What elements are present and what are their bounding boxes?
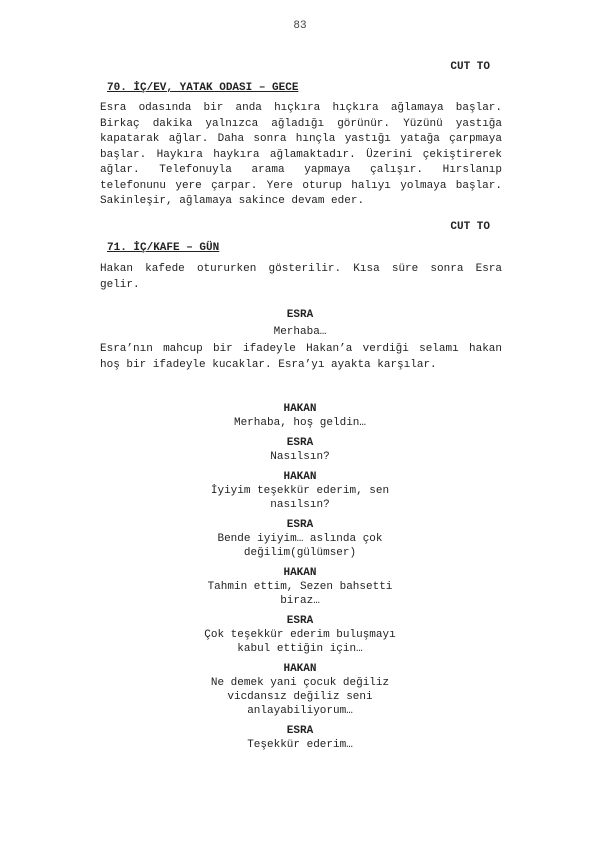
dialogue-section bbox=[190, 402, 410, 752]
action-text: Esra odasında bir anda hıçkıra hıçkıra ağlamaya başlar. Birkaç dakika yalnızca ağladığı görünür. Yüzünü yastığa kapatarak ağlar. Daha sonra hınçla yastığı yatağa çarpmaya başlar. Haykıra haykıra ağlamaktadır. Üzerini çekiştirerek ağlar. Telefonuyla arama yapmaya çalışır. Hırslanıp telefonunu yere çarpar. Yere oturup halıyı yolmaya başlar. Sakinleşir, ağlamaya sakince devam eder. bbox=[100, 102, 502, 207]
dialogue-line: değilim(gülümser) bbox=[243, 547, 357, 559]
character-name: ESRA bbox=[286, 615, 314, 627]
transition-cut-to: CUT TO bbox=[450, 61, 490, 73]
dialogue-block bbox=[190, 662, 410, 718]
scene-heading: 70. İÇ/EV, YATAK ODASI – GECE bbox=[107, 82, 299, 94]
dialogue-line: Ne demek yani çocuk değiliz bbox=[210, 677, 390, 689]
character-name: ESRA bbox=[286, 519, 314, 531]
dialogue-block bbox=[190, 402, 410, 430]
action-text: Esra’nın mahcup bir ifadeyle Hakan’a verdiği selamı hakan hoş bir ifadeyle kucaklar. Esra’yı ayakta karşılar. bbox=[100, 343, 502, 371]
character-name: ESRA bbox=[286, 309, 314, 321]
dialogue-line: Bende iyiyim… aslında çok bbox=[217, 533, 383, 545]
dialogue-block bbox=[190, 518, 410, 560]
dialogue-line: nasılsın? bbox=[270, 499, 330, 511]
page-number: 83 bbox=[293, 20, 307, 32]
character-name: HAKAN bbox=[283, 403, 317, 415]
dialogue-line: Merhaba… bbox=[273, 326, 327, 338]
action-text: Hakan kafede otururken gösterilir. Kısa süre sonra Esra gelir. bbox=[100, 263, 502, 291]
dialogue-block bbox=[190, 308, 410, 339]
scene-heading: 71. İÇ/KAFE – GÜN bbox=[107, 242, 220, 254]
dialogue-block bbox=[190, 436, 410, 464]
dialogue-line: kabul ettiğin için… bbox=[237, 643, 363, 655]
dialogue-line: biraz… bbox=[280, 595, 320, 607]
dialogue-block bbox=[190, 724, 410, 752]
dialogue-block bbox=[190, 614, 410, 656]
transition-cut-to: CUT TO bbox=[450, 221, 490, 233]
character-name: HAKAN bbox=[283, 471, 317, 483]
character-name: ESRA bbox=[286, 437, 314, 449]
dialogue-line: Merhaba, hoş geldin… bbox=[233, 417, 367, 429]
character-name: HAKAN bbox=[283, 567, 317, 579]
dialogue-line: Nasılsın? bbox=[270, 451, 330, 463]
dialogue-line: Teşekkür ederim… bbox=[247, 739, 353, 751]
dialogue-line: Tahmin ettim, Sezen bahsetti bbox=[207, 581, 393, 593]
dialogue-line: vicdansız değiliz seni bbox=[227, 691, 373, 703]
character-name: ESRA bbox=[286, 725, 314, 737]
dialogue-line: Çok teşekkür ederim buluşmayı bbox=[204, 629, 396, 641]
dialogue-line: İyiyim teşekkür ederim, sen bbox=[210, 485, 390, 497]
dialogue-line: anlayabiliyorum… bbox=[247, 705, 353, 717]
dialogue-block bbox=[190, 566, 410, 608]
character-name: HAKAN bbox=[283, 663, 317, 675]
dialogue-block bbox=[190, 470, 410, 512]
